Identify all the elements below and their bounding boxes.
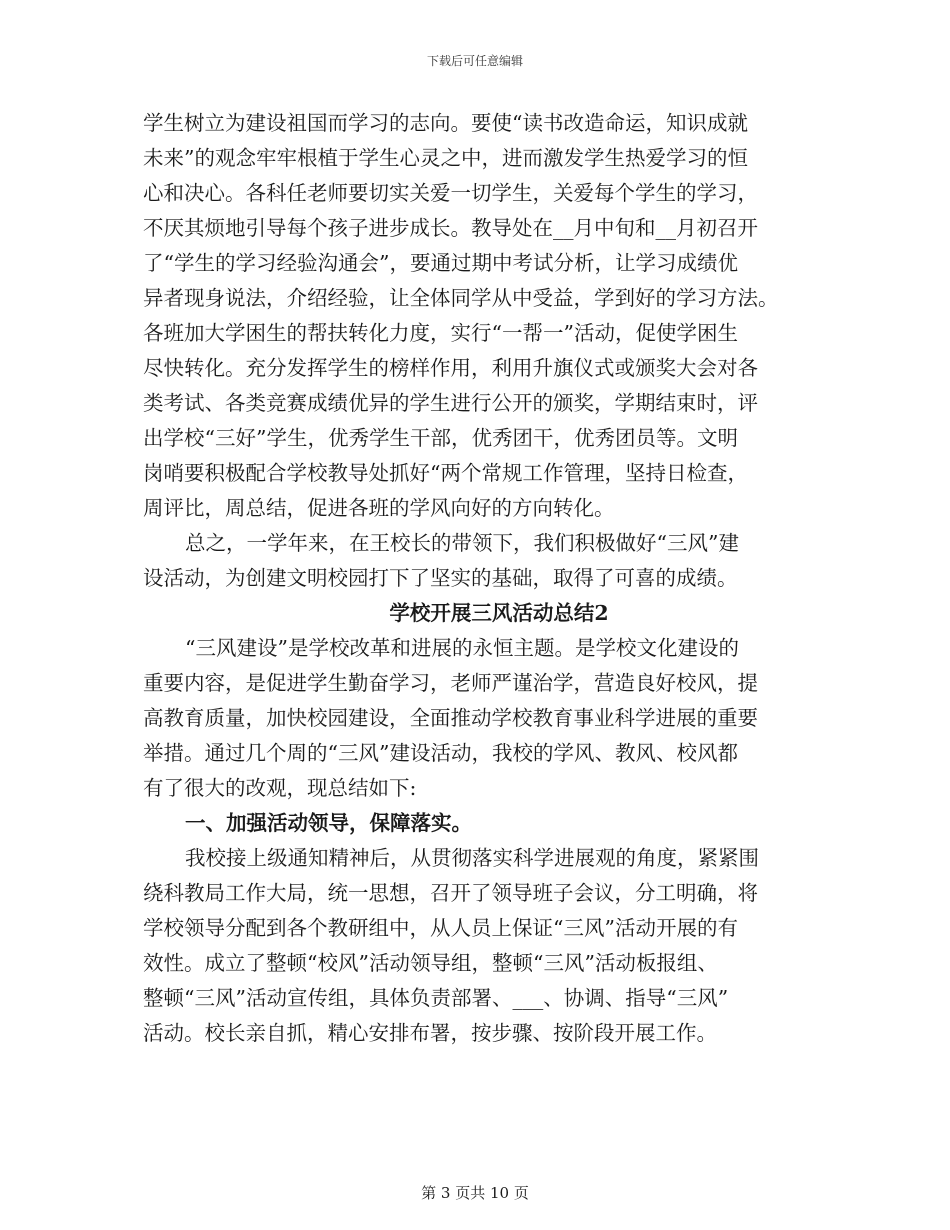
text-line: 有了很大的改观，现总结如下: [143,776,417,800]
text-line: “三风建设”是学校改革和进展的永恒主题。是学校文化建设的 [185,636,739,660]
text-line: 总之，一学年来，在王校长的带领下，我们积极做好“三风”建 [185,531,739,555]
text-line: 岗哨要积极配合学校教导处抓好“两个常规工作管理，坚持日检查， [143,461,748,485]
page-header: 下载后可任意编辑 [426,54,523,68]
text-line: 周评比，周总结，促进各班的学风向好的方向转化。 [143,496,615,520]
text-line: 学生树立为建设祖国而学习的志向。要使“读书改造命运，知识成就 [143,111,748,135]
text-line: 了“学生的学习经验沟通会”，要通过期中考试分析，让学习成绩优 [143,251,738,275]
text-line: 各班加大学困生的帮扶转化力度，实行“一帮一”活动，促使学困生 [143,321,738,345]
page-footer: 第 3 页共 10 页 [421,1184,529,1202]
section-heading: 一、加强活动领导，保障落实。 [185,811,472,835]
document-body [143,106,813,1051]
text-line: 高教育质量，加快校园建设，全面推动学校教育事业科学进展的重要 [143,706,758,730]
section-title: 学校开展三风活动总结2 [389,601,609,625]
text-line: 我校接上级通知精神后，从贯彻落实科学进展观的角度，紧紧围 [185,846,759,870]
text-line: 学校领导分配到各个教研组中，从人员上保证“三风”活动开展的有 [143,916,738,940]
text-line: 重要内容，是促进学生勤奋学习，老师严谨治学，营造良好校风，提 [143,671,758,695]
text-line: 效性。成立了整顿“校风”活动领导组，整顿“三风”活动板报组、 [143,951,718,975]
text-line: 整顿“三风”活动宣传组，具体负责部署、___、协调、指导“三风” [143,986,729,1010]
text-line: 异者现身说法，介绍经验，让全体同学从中受益，学到好的学习方法。 [143,286,779,310]
text-line: 心和决心。各科任老师要切实关爱一切学生，关爱每个学生的学习， [143,181,758,205]
text-line: 设活动，为创建文明校园打下了坚实的基础，取得了可喜的成绩。 [143,566,738,590]
text-line: 活动。校长亲自抓，精心安排布署，按步骤、按阶段开展工作。 [143,1021,717,1045]
text-line: 绕科教局工作大局，统一思想，召开了领导班子会议，分工明确，将 [143,881,758,905]
text-line: 出学校“三好”学生，优秀学生干部，优秀团干，优秀团员等。文明 [143,426,738,450]
text-line: 未来”的观念牢牢根植于学生心灵之中，进而激发学生热爱学习的恒 [143,146,748,170]
text-line: 举措。通过几个周的“三风”建设活动，我校的学风、教风、校风都 [143,741,738,765]
text-line: 不厌其烦地引导每个孩子进步成长。教导处在__月中旬和__月初召开 [143,216,758,240]
text-line: 尽快转化。充分发挥学生的榜样作用，利用升旗仪式或颁奖大会对各 [143,356,758,380]
text-line: 类考试、各类竞赛成绩优异的学生进行公开的颁奖，学期结束时，评 [143,391,758,415]
